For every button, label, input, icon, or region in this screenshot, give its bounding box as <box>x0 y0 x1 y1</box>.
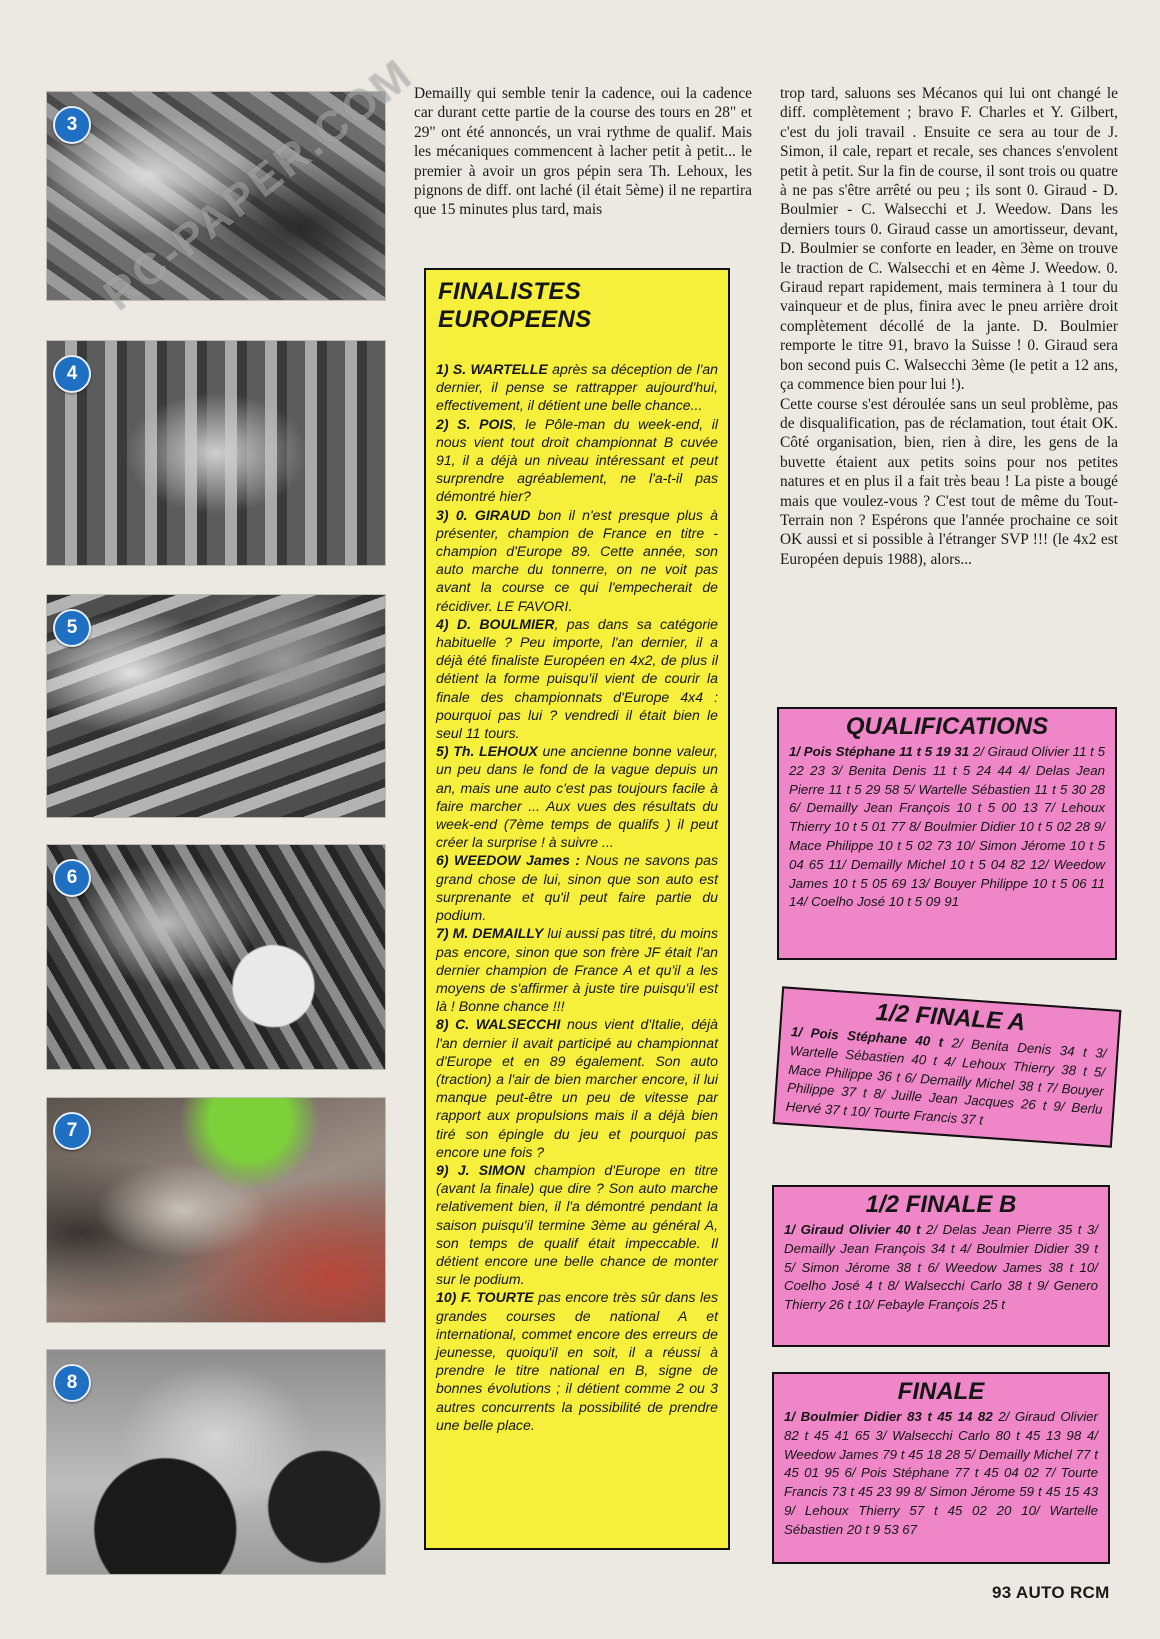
finalist-entry <box>436 360 718 415</box>
results-list: 2/ Delas Jean Pierre 35 t 3/ Demailly Jean François 34 t 4/ Boulmier Didier 39 t 5/ Simon Jérome 38 t 6/ Weedow James 38 t 10/ Coelho José 4 t 8/ Walsecchi Carlo 38 t 9/ Genero Thierry 26 t 10/ Febayle François 25 t <box>784 1222 1098 1313</box>
finalist-name: 3) 0. GIRAUD <box>436 506 531 523</box>
finalist-text: lui aussi pas titré, du moins pas encore, sinon que son frère JF était l'an dernier champion de France A et qu'il a les moyens de s'affirmer à juste tire puisqu'il est là ! Bonne chance !!! <box>436 925 718 1015</box>
finalist-name: 9) J. SIMON <box>436 1161 525 1178</box>
photo-number-badge: 3 <box>53 106 91 144</box>
finalist-entry <box>436 506 718 615</box>
finalist-text: une ancienne bonne valeur, un peu dans le fond de la vague depuis un an, mais une auto c'est pas toujours facile à faire marcher ... Aux vues des résultats du week-end (7ème temps de qualifs ) il peut créer la surprise ! à suivre ... <box>436 743 718 851</box>
finalist-text: champion d'Europe en titre (avant la finale) que dire ? Son auto marche relativement bien, il l'a démontré pendant la saison puisqu'il termine 3ème au général A, son temps de qualif était impeccable. Il détient encore une belle chance de monter sur le podium. <box>436 1161 718 1288</box>
results-list: 2/ Giraud Olivier 82 t 45 41 65 3/ Walsecchi Carlo 80 t 45 13 98 4/ Weedow James 79 t 45 18 28 5/ Demailly Michel 77 t 45 01 95 6/ Pois Stéphane 77 t 45 04 02 7/ Tourte Francis 73 t 45 23 99 8/ Simon Jérome 59 t 45 15 43 9/ Lehoux Thierry 57 t 45 02 20 10/ Wartelle Sébastien 20 t 9 53 67 <box>784 1409 1098 1537</box>
finalist-text: pas encore très sûr dans les grandes courses de national A et international, commet encore des erreurs de jeunesse, quoiqu'il en soit, il a réussi à prendre le titre national en B, signe de bonnes évolutions ; il détient comme 2 ou 3 autres concurrents la possibilité de prendre une belle place. <box>436 1289 718 1433</box>
photo-4 <box>46 340 386 566</box>
finalist-name: 4) D. BOULMIER <box>436 615 555 632</box>
photo-number-badge: 4 <box>53 355 91 393</box>
finalist-name: 6) WEEDOW James : <box>436 852 581 869</box>
winner-line: 1/ Giraud Olivier 40 t <box>784 1222 921 1237</box>
photo-7 <box>46 1097 386 1323</box>
finalist-entry <box>436 924 718 1015</box>
finalist-name: 2) S. POIS <box>436 415 513 432</box>
finalist-name: 7) M. DEMAILLY <box>436 925 544 942</box>
photo-number-badge: 8 <box>53 1364 91 1402</box>
article-middle-column <box>414 84 752 220</box>
demi-finale-b-title: 1/2 FINALE B <box>865 1191 1017 1218</box>
finalist-text: après sa déception de l'an dernier, il pense se rattrapper aujourd'hui, effectivement, il détient une belle chance... <box>436 361 718 414</box>
finalist-entry <box>436 1288 718 1434</box>
article-paragraph: trop tard, saluons ses Mécanos qui lui ont changé le diff. complètement ; bravo F. Charles et Y. Gilbert, c'est du joli travail . Ensuite ce sera au tour de J. Simon, il cale, repart et recale, ses chances s'envolent petit à petit. Sur la fin de course, il sont trois ou quatre à ne pas s'être arrêté ou peu ; ils sont 0. Giraud - D. Boulmier - C. Walsecchi et J. Weedow. Dans les derniers tours 0. Giraud casse un amortisseur, devant, D. Boulmier se conforte en leader, en 3ème on trouve le traction de C. Walsecchi et en 4ème J. Weedow. 0. Giraud repart rapidement, mais terminera à 1 tour du vainqueur et de plus, finira avec le pneu arrière droit complètement décollé de la jante. D. Boulmier remporte le titre 91, bravo la Suisse ! 0. Giraud sera bon second puis C. Walsecchi 3ème (le petit a 12 ans, ça commence bien pour lui !). <box>780 85 1118 394</box>
winner-line: 1/ Boulmier Didier 83 t 45 14 82 <box>784 1409 993 1424</box>
watermark-stamp: RC-PAPER.COM <box>94 49 423 321</box>
finalist-entry <box>436 851 718 924</box>
finalist-text: , pas dans sa catégorie habituelle ? Peu importe, l'an dernier, il a déjà été finaliste Européen en 4x2, de plus il détient la forme puisqu'il vient de courir la finale des championnats d'Europe 4x4 : pourquoi pas lui ? vendredi il était bien le seul 11 tours. <box>436 615 718 742</box>
photo-8 <box>46 1349 386 1575</box>
demi-finale-a-title: 1/2 FINALE A <box>874 998 1027 1037</box>
finale-title: FINALE <box>897 1378 985 1405</box>
photo-number-badge: 7 <box>53 1112 91 1150</box>
qualifications-box <box>777 707 1117 960</box>
demi-finale-a-results <box>785 1023 1107 1139</box>
winner-line: 1/ Pois Stéphane 40 t <box>790 1024 944 1050</box>
finalist-text: nous vient d'Italie, déjà l'an dernier il avait participé au championnat d'Europe et en 89 également. Son auto (traction) a l'air de bien marcher encore, il lui manque peut-être un peu de vitesse par rapport aux propulsions mais il a déjà bien tiré son épingle du jeu et pourquoi pas encore une fois ? <box>436 1016 718 1160</box>
finale-results <box>784 1408 1098 1540</box>
photo-number-badge: 6 <box>53 859 91 897</box>
photo-3 <box>46 91 386 301</box>
demi-finale-b-results <box>784 1221 1098 1315</box>
article-paragraph: Cette course s'est déroulée sans un seul problème, pas de disqualification, pas de réclamation, tout était OK. Côté organisation, bien, rien à dire, les gens de la buvette étaient aux petits soins pour nos petites natures et en plus il a fait très beau ! La piste a bougé mais que voulez-vous ? C'est tout de même du Tout-Terrain non ? Espérons que l'année prochaine ce soit OK aussi et si possible à l'étranger SVP !!! (le 4x2 est Européen depuis 1988), alors... <box>780 395 1118 568</box>
demi-finale-b-box <box>772 1185 1110 1347</box>
finalist-entry <box>436 1161 718 1288</box>
winner-line: 1/ Pois Stéphane 11 t 5 19 31 <box>789 744 970 759</box>
results-list: 2/ Benita Denis 34 t 3/ Wartelle Sébastien 40 t 4/ Lehoux Thierry 38 t 5/ Mace Philippe 36 t 6/ Demailly Michel 38 t 7/ Bouyer Philippe 37 t 8/ Juille Jean Jacques 26 t 9/ Berlu Hervé 37 t 10/ Tourte Francis 37 t <box>785 1034 1107 1128</box>
finalist-name: 5) Th. LEHOUX <box>436 743 538 760</box>
results-list: 2/ Giraud Olivier 11 t 5 22 23 3/ Benita Denis 11 t 5 24 44 4/ Delas Jean Pierre 11 t 5 29 58 5/ Wartelle Sébastien 11 t 5 30 28 6/ Demailly Jean François 10 t 5 00 13 7/ Lehoux Thierry 10 t 5 01 77 8/ Boulmier Didier 10 t 5 02 28 9/ Mace Philippe 10 t 5 02 73 10/ Simon Jérome 10 t 5 04 65 11/ Demailly Michel 10 t 5 04 82 12/ Weedow James 10 t 5 05 69 13/ Bouyer Philippe 10 t 5 06 11 14/ Coelho José 10 t 5 09 91 <box>789 744 1105 910</box>
finalist-name: 1) S. WARTELLE <box>436 361 548 377</box>
finalistes-box <box>424 268 730 1550</box>
finalist-name: 10) F. TOURTE <box>436 1289 534 1306</box>
page-footer: 93 AUTO RCM <box>992 1583 1110 1602</box>
qualifications-title: QUALIFICATIONS <box>845 713 1049 740</box>
qualifications-results <box>789 743 1105 912</box>
photo-number-badge: 5 <box>53 609 91 647</box>
finalist-entry <box>436 415 718 506</box>
finalist-name: 8) C. WALSECCHI <box>436 1016 561 1033</box>
photo-5 <box>46 594 386 818</box>
finalist-text: bon il n'est presque plus à présenter, champion de France en titre - champion d'Europe 89. Cette année, son auto marche du tonnerre, on ne voit pas avant la course ce qui l'empecherait de récidiver. LE FAVORI. <box>436 506 718 614</box>
demi-finale-a-box <box>773 986 1122 1147</box>
article-right-column <box>780 84 1118 569</box>
finalist-text: , le Pôle-man du week-end, il nous vient tout droit championnat B cuvée 91, il a déjà un niveau intéressant et peut surprendre agréablement, ne l'a-t-il pas démontré hier? <box>436 415 719 505</box>
finalist-entry <box>436 742 718 851</box>
finalist-text: Nous ne savons pas grand chose de lui, sinon que son auto est surprenante et qu'il peut faire partie du podium. <box>436 852 718 924</box>
finale-box <box>772 1372 1110 1564</box>
photo-6 <box>46 844 386 1070</box>
finalistes-title: FINALISTES EUROPEENS <box>438 278 592 333</box>
finalist-entry <box>436 615 718 742</box>
finalist-entry <box>436 1015 718 1161</box>
article-paragraph: Demailly qui semble tenir la cadence, oui la cadence car durant cette partie de la course des tours en 28" et 29" ont été annoncés, un vrai rythme de qualif. Mais les mécaniques commencent à lacher petit à petit... le premier à avoir un gros pépin sera Th. Lehoux, les pignons de diff. ont laché (il était 5ème) il ne repartira que 15 minutes plus tard, mais <box>414 85 752 219</box>
